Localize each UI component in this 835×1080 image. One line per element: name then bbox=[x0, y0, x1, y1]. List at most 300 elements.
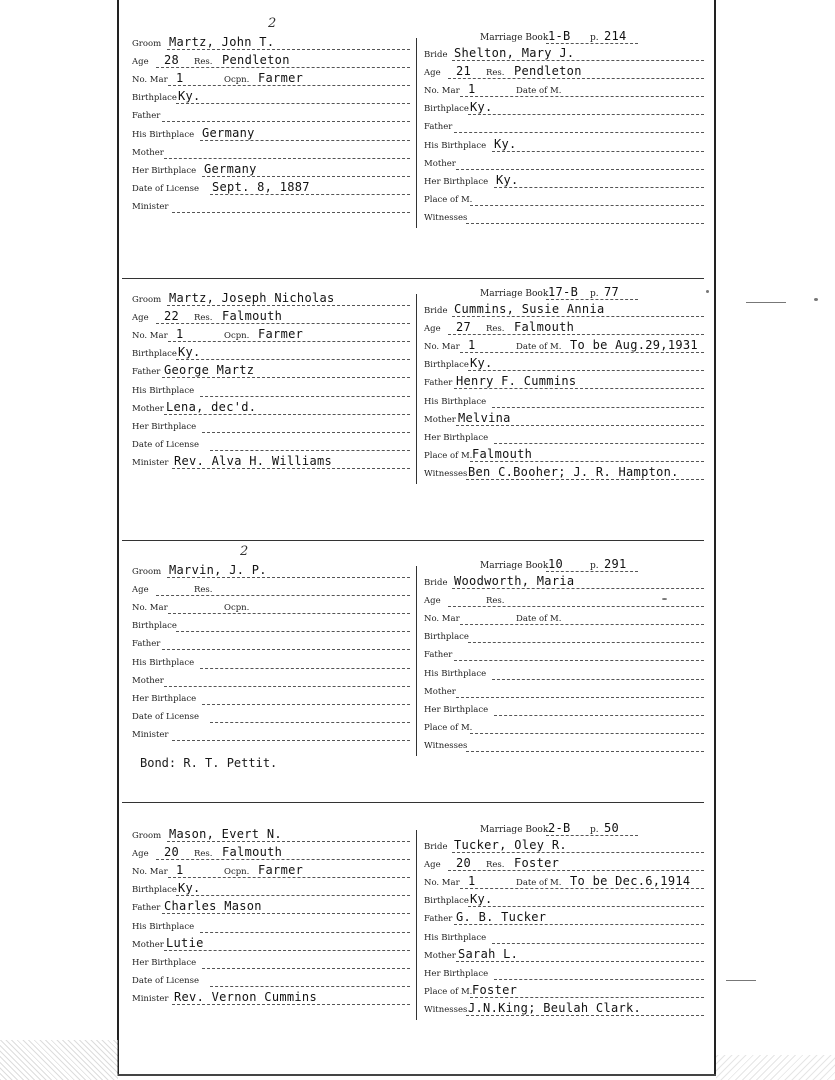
groom-date-of-license-value: Sept. 8, 1887 bbox=[212, 179, 310, 194]
groom-date-of-license-label: Date of License bbox=[132, 711, 200, 722]
field-line bbox=[468, 114, 704, 115]
groom-row bbox=[132, 882, 410, 898]
groom-birthplace-value: Ky. bbox=[178, 89, 201, 104]
groom-row bbox=[132, 828, 410, 844]
bride-row bbox=[424, 966, 704, 982]
bride-mother-value: Melvina bbox=[458, 410, 511, 425]
bride-row bbox=[424, 339, 704, 355]
groom-his-birthplace-label: His Birthplace bbox=[132, 385, 195, 396]
bride-no-mar-value: 1 bbox=[468, 338, 476, 353]
field-line bbox=[210, 194, 410, 195]
bond-note: Bond: R. T. Pettit. bbox=[140, 756, 278, 770]
field-line bbox=[468, 906, 704, 907]
field-line bbox=[210, 450, 410, 451]
marriage-book-label: Marriage Book bbox=[480, 825, 549, 835]
groom-his-birthplace-label: His Birthplace bbox=[132, 129, 195, 140]
column-divider bbox=[416, 38, 417, 228]
bride-no-mar-value: 1 bbox=[468, 82, 476, 97]
groom-her-birthplace-label: Her Birthplace bbox=[132, 957, 197, 968]
marriage-book-value: 1-B bbox=[548, 29, 571, 43]
field-line bbox=[492, 943, 704, 944]
field-line bbox=[210, 986, 410, 987]
bride-bride-label: Bride bbox=[424, 50, 448, 60]
field-line bbox=[492, 151, 704, 152]
groom-row bbox=[132, 846, 410, 862]
field-line bbox=[466, 223, 704, 224]
marriage-record bbox=[0, 286, 835, 526]
bride-place-of-m-label: Place of M. bbox=[424, 986, 473, 997]
bride-place-of-m-label: Place of M. bbox=[424, 450, 473, 461]
record-separator bbox=[122, 278, 704, 279]
groom-minister-label: Minister bbox=[132, 993, 169, 1004]
bride-birthplace-label: Birthplace bbox=[424, 104, 469, 115]
field-line bbox=[470, 733, 704, 734]
groom-res-value: Falmouth bbox=[222, 845, 283, 860]
bride-no-mar-label: No. Mar bbox=[424, 878, 460, 889]
bride-her-birthplace-label: Her Birthplace bbox=[424, 704, 489, 715]
groom-row bbox=[132, 864, 410, 880]
bride-witnesses-value: Ben C.Booher; J. R. Hampton. bbox=[468, 464, 679, 479]
groom-row bbox=[132, 383, 410, 399]
field-line bbox=[454, 132, 704, 133]
field-line bbox=[456, 961, 704, 962]
bride-row bbox=[424, 412, 704, 428]
groom-age-label: Age bbox=[132, 849, 149, 860]
bride-row bbox=[424, 210, 704, 226]
bride-her-birthplace-value: Ky. bbox=[496, 172, 519, 187]
bride-row bbox=[424, 83, 704, 99]
groom-ocpn-label: Ocpn. bbox=[224, 867, 250, 878]
bride-date-of-m-label: Date of M. bbox=[516, 614, 562, 625]
bride-res-label: Res. bbox=[486, 860, 505, 871]
field-line bbox=[164, 414, 410, 415]
groom-ocpn-value: Farmer bbox=[258, 327, 304, 342]
record-separator bbox=[122, 540, 704, 541]
bride-place-of-m-value: Foster bbox=[472, 982, 518, 997]
groom-father-label: Father bbox=[132, 367, 161, 378]
bride-row bbox=[424, 375, 704, 391]
marriage-book-row bbox=[480, 286, 640, 302]
groom-row bbox=[132, 199, 410, 215]
bride-row bbox=[424, 174, 704, 190]
field-line bbox=[176, 895, 410, 896]
groom-birthplace-label: Birthplace bbox=[132, 621, 177, 632]
field-line bbox=[468, 642, 704, 643]
bride-name-value: Tucker, Oley R. bbox=[454, 838, 567, 852]
marriage-book-value: 2-B bbox=[548, 821, 571, 835]
field-line bbox=[448, 334, 704, 335]
marriage-book-row bbox=[480, 30, 640, 46]
groom-row bbox=[132, 72, 410, 88]
field-line bbox=[494, 443, 704, 444]
field-line bbox=[202, 968, 410, 969]
groom-birthplace-label: Birthplace bbox=[132, 349, 177, 360]
groom-no-mar-value: 1 bbox=[176, 71, 184, 86]
groom-no-mar-label: No. Mar bbox=[132, 331, 168, 342]
field-line bbox=[202, 432, 410, 433]
groom-date-of-license-label: Date of License bbox=[132, 439, 200, 450]
groom-his-birthplace-value: Germany bbox=[202, 125, 255, 140]
bride-row bbox=[424, 357, 704, 373]
field-line bbox=[470, 461, 704, 462]
field-line bbox=[168, 85, 410, 86]
bride-row bbox=[424, 575, 704, 591]
bride-row bbox=[424, 702, 704, 718]
bride-res-value: Pendleton bbox=[514, 64, 582, 79]
groom-age-label: Age bbox=[132, 585, 149, 596]
field-line bbox=[167, 841, 410, 842]
groom-row bbox=[132, 401, 410, 417]
bride-row bbox=[424, 593, 704, 609]
groom-minister-value: Rev. Alva H. Williams bbox=[174, 453, 333, 468]
bride-birthplace-label: Birthplace bbox=[424, 632, 469, 643]
marriage-record bbox=[0, 16, 835, 270]
bride-age-value: 21 bbox=[456, 64, 472, 79]
bride-her-birthplace-label: Her Birthplace bbox=[424, 176, 489, 187]
groom-name-value: Martz, John T. bbox=[169, 35, 275, 49]
bride-no-mar-value: 1 bbox=[468, 874, 476, 889]
groom-groom-label: Groom bbox=[132, 295, 162, 305]
groom-groom-label: Groom bbox=[132, 567, 162, 577]
groom-row bbox=[132, 636, 410, 652]
bride-row bbox=[424, 738, 704, 754]
groom-mother-value: Lutie bbox=[166, 935, 204, 950]
bride-date-of-m-value: To be Aug.29,1931 bbox=[570, 338, 698, 353]
bride-witnesses-label: Witnesses bbox=[424, 740, 468, 751]
page-label: p. bbox=[590, 561, 599, 571]
groom-father-label: Father bbox=[132, 639, 161, 650]
field-line bbox=[167, 577, 410, 578]
page-value: 50 bbox=[604, 821, 620, 835]
bride-her-birthplace-label: Her Birthplace bbox=[424, 968, 489, 979]
groom-row bbox=[132, 127, 410, 143]
field-line bbox=[172, 212, 410, 213]
bride-res-label: Res. bbox=[486, 68, 505, 79]
column-divider bbox=[416, 294, 417, 484]
field-line bbox=[470, 205, 704, 206]
bride-row bbox=[424, 101, 704, 117]
groom-name-value: Marvin, J. P. bbox=[169, 563, 267, 577]
groom-row bbox=[132, 328, 410, 344]
groom-ocpn-label: Ocpn. bbox=[224, 603, 250, 614]
bride-father-value: G. B. Tucker bbox=[456, 910, 547, 925]
field-line bbox=[494, 979, 704, 980]
groom-ocpn-label: Ocpn. bbox=[224, 331, 250, 342]
bride-mother-label: Mother bbox=[424, 686, 456, 697]
field-line bbox=[460, 96, 704, 97]
groom-mother-value: Lena, dec'd. bbox=[166, 399, 257, 414]
bride-no-mar-label: No. Mar bbox=[424, 614, 460, 625]
field-line bbox=[452, 60, 704, 61]
field-line bbox=[156, 595, 410, 596]
groom-row bbox=[132, 973, 410, 989]
bride-row bbox=[424, 430, 704, 446]
groom-birthplace-label: Birthplace bbox=[132, 93, 177, 104]
bride-witnesses-label: Witnesses bbox=[424, 468, 468, 479]
field-line bbox=[492, 407, 704, 408]
groom-mother-label: Mother bbox=[132, 675, 164, 686]
marriage-record bbox=[0, 822, 835, 1062]
groom-age-value: 28 bbox=[164, 53, 180, 68]
page-value: 214 bbox=[604, 29, 627, 43]
field-line bbox=[200, 668, 410, 669]
bride-row bbox=[424, 119, 704, 135]
field-line bbox=[448, 78, 704, 79]
groom-row bbox=[132, 90, 410, 106]
marriage-book-value: 17-B bbox=[548, 285, 579, 299]
field-line bbox=[167, 49, 410, 50]
bride-date-of-m-label: Date of M. bbox=[516, 86, 562, 97]
bride-father-label: Father bbox=[424, 650, 453, 661]
bride-place-of-m-label: Place of M. bbox=[424, 194, 473, 205]
bride-date-of-m-label: Date of M. bbox=[516, 342, 562, 353]
field-line bbox=[466, 1015, 704, 1016]
bride-row bbox=[424, 448, 704, 464]
groom-mother-label: Mother bbox=[132, 939, 164, 950]
groom-row bbox=[132, 564, 410, 580]
marriage-record bbox=[0, 544, 835, 798]
field-line bbox=[460, 888, 704, 889]
groom-date-of-license-label: Date of License bbox=[132, 975, 200, 986]
groom-minister-value: Rev. Vernon Cummins bbox=[174, 989, 317, 1004]
field-line bbox=[456, 425, 704, 426]
bride-place-of-m-label: Place of M. bbox=[424, 722, 473, 733]
groom-row bbox=[132, 455, 410, 471]
bride-birthplace-label: Birthplace bbox=[424, 360, 469, 371]
groom-res-label: Res. bbox=[194, 585, 213, 596]
groom-father-label: Father bbox=[132, 903, 161, 914]
field-line bbox=[162, 121, 410, 122]
groom-row bbox=[132, 181, 410, 197]
marriage-book-label: Marriage Book bbox=[480, 561, 549, 571]
field-line bbox=[167, 305, 410, 306]
groom-groom-label: Groom bbox=[132, 831, 162, 841]
bride-date-of-m-label: Date of M. bbox=[516, 878, 562, 889]
field-line bbox=[176, 103, 410, 104]
field-line bbox=[202, 176, 410, 177]
groom-age-value: 20 bbox=[164, 845, 180, 860]
bride-mother-label: Mother bbox=[424, 414, 456, 425]
groom-birthplace-value: Ky. bbox=[178, 345, 201, 360]
groom-row bbox=[132, 937, 410, 953]
bride-bride-label: Bride bbox=[424, 842, 448, 852]
field-line bbox=[470, 997, 704, 998]
groom-row bbox=[132, 618, 410, 634]
bottom-border bbox=[117, 1074, 716, 1076]
bride-bride-label: Bride bbox=[424, 578, 448, 588]
bride-his-birthplace-label: His Birthplace bbox=[424, 668, 487, 679]
bride-mother-label: Mother bbox=[424, 950, 456, 961]
groom-row bbox=[132, 145, 410, 161]
groom-row bbox=[132, 54, 410, 70]
groom-his-birthplace-label: His Birthplace bbox=[132, 921, 195, 932]
marriage-book-label: Marriage Book bbox=[480, 33, 549, 43]
groom-her-birthplace-label: Her Birthplace bbox=[132, 165, 197, 176]
groom-birthplace-value: Ky. bbox=[178, 881, 201, 896]
groom-row bbox=[132, 955, 410, 971]
field-line bbox=[546, 299, 638, 300]
bride-birthplace-value: Ky. bbox=[470, 892, 493, 907]
bride-age-label: Age bbox=[424, 860, 441, 871]
bride-row bbox=[424, 629, 704, 645]
groom-res-label: Res. bbox=[194, 313, 213, 324]
groom-groom-label: Groom bbox=[132, 39, 162, 49]
column-divider bbox=[416, 830, 417, 1020]
field-line bbox=[172, 740, 410, 741]
bride-row bbox=[424, 466, 704, 482]
marriage-book-row bbox=[480, 822, 640, 838]
bride-father-label: Father bbox=[424, 914, 453, 925]
field-line bbox=[162, 649, 410, 650]
groom-no-mar-value: 1 bbox=[176, 327, 184, 342]
field-line bbox=[454, 388, 704, 389]
groom-ocpn-label: Ocpn. bbox=[224, 75, 250, 86]
bride-father-value: Henry F. Cummins bbox=[456, 374, 577, 389]
groom-minister-label: Minister bbox=[132, 457, 169, 468]
field-line bbox=[200, 932, 410, 933]
field-line bbox=[172, 468, 410, 469]
groom-minister-label: Minister bbox=[132, 729, 169, 740]
bride-age-label: Age bbox=[424, 596, 441, 607]
field-line bbox=[546, 571, 638, 572]
bride-age-label: Age bbox=[424, 324, 441, 335]
handwritten-annotation: 2 bbox=[240, 544, 249, 559]
groom-row bbox=[132, 991, 410, 1007]
field-line bbox=[454, 660, 704, 661]
groom-row bbox=[132, 310, 410, 326]
field-line bbox=[494, 715, 704, 716]
bride-his-birthplace-label: His Birthplace bbox=[424, 396, 487, 407]
groom-row bbox=[132, 36, 410, 52]
bride-name-value: Woodworth, Maria bbox=[454, 574, 575, 588]
bride-row bbox=[424, 192, 704, 208]
bride-row bbox=[424, 138, 704, 154]
bride-age-value: 20 bbox=[456, 856, 472, 871]
groom-her-birthplace-label: Her Birthplace bbox=[132, 693, 197, 704]
groom-age-label: Age bbox=[132, 313, 149, 324]
marriage-book-value: 10 bbox=[548, 557, 564, 571]
bride-his-birthplace-value: Ky. bbox=[494, 136, 517, 151]
field-line bbox=[452, 316, 704, 317]
bride-row bbox=[424, 1002, 704, 1018]
groom-row bbox=[132, 919, 410, 935]
bride-date-of-m-value: To be Dec.6,1914 bbox=[570, 874, 691, 889]
field-line bbox=[164, 686, 410, 687]
bride-name-value: Shelton, Mary J. bbox=[454, 46, 575, 60]
groom-father-label: Father bbox=[132, 111, 161, 122]
field-line bbox=[546, 835, 638, 836]
bride-mother-value: Sarah L. bbox=[458, 946, 519, 961]
bride-his-birthplace-label: His Birthplace bbox=[424, 140, 487, 151]
bride-row bbox=[424, 893, 704, 909]
bride-row bbox=[424, 666, 704, 682]
groom-row bbox=[132, 419, 410, 435]
field-line bbox=[164, 950, 410, 951]
bride-birthplace-label: Birthplace bbox=[424, 896, 469, 907]
field-line bbox=[172, 1004, 410, 1005]
groom-row bbox=[132, 691, 410, 707]
bride-place-of-m-value: Falmouth bbox=[472, 446, 533, 461]
bride-row bbox=[424, 875, 704, 891]
bride-row bbox=[424, 47, 704, 63]
bride-father-label: Father bbox=[424, 122, 453, 133]
field-line bbox=[468, 370, 704, 371]
groom-mother-label: Mother bbox=[132, 147, 164, 158]
bride-age-label: Age bbox=[424, 68, 441, 79]
field-line bbox=[460, 352, 704, 353]
groom-row bbox=[132, 727, 410, 743]
bride-row bbox=[424, 930, 704, 946]
groom-res-label: Res. bbox=[194, 57, 213, 68]
bride-witnesses-label: Witnesses bbox=[424, 1004, 468, 1015]
groom-res-label: Res. bbox=[194, 849, 213, 860]
bride-father-label: Father bbox=[424, 378, 453, 389]
bride-her-birthplace-label: Her Birthplace bbox=[424, 432, 489, 443]
groom-name-value: Martz, Joseph Nicholas bbox=[169, 291, 335, 305]
bride-row bbox=[424, 611, 704, 627]
field-line bbox=[162, 913, 410, 914]
handwritten-annotation: 2 bbox=[268, 16, 277, 31]
bride-row bbox=[424, 647, 704, 663]
groom-no-mar-value: 1 bbox=[176, 863, 184, 878]
groom-row bbox=[132, 673, 410, 689]
groom-birthplace-label: Birthplace bbox=[132, 885, 177, 896]
record-separator bbox=[122, 802, 704, 803]
bride-res-value: Foster bbox=[514, 856, 560, 871]
groom-age-label: Age bbox=[132, 57, 149, 68]
bride-row bbox=[424, 394, 704, 410]
column-divider bbox=[416, 566, 417, 756]
field-line bbox=[200, 140, 410, 141]
groom-no-mar-label: No. Mar bbox=[132, 867, 168, 878]
field-line bbox=[546, 43, 638, 44]
groom-her-birthplace-label: Her Birthplace bbox=[132, 421, 197, 432]
page-value: 291 bbox=[604, 557, 627, 571]
field-line bbox=[452, 588, 704, 589]
groom-name-value: Mason, Evert N. bbox=[169, 827, 282, 841]
bride-bride-label: Bride bbox=[424, 306, 448, 316]
bride-row bbox=[424, 684, 704, 700]
groom-her-birthplace-value: Germany bbox=[204, 161, 257, 176]
field-line bbox=[448, 870, 704, 871]
field-line bbox=[202, 704, 410, 705]
bride-row bbox=[424, 911, 704, 927]
groom-no-mar-label: No. Mar bbox=[132, 75, 168, 86]
groom-row bbox=[132, 346, 410, 362]
groom-row bbox=[132, 364, 410, 380]
page-label: p. bbox=[590, 289, 599, 299]
groom-row bbox=[132, 437, 410, 453]
bride-no-mar-label: No. Mar bbox=[424, 342, 460, 353]
page-value: 77 bbox=[604, 285, 620, 299]
bride-mother-label: Mother bbox=[424, 158, 456, 169]
field-line bbox=[466, 751, 704, 752]
groom-row bbox=[132, 709, 410, 725]
bride-no-mar-label: No. Mar bbox=[424, 86, 460, 97]
bride-row bbox=[424, 948, 704, 964]
field-line bbox=[454, 924, 704, 925]
groom-date-of-license-label: Date of License bbox=[132, 183, 200, 194]
field-line bbox=[162, 377, 410, 378]
field-line bbox=[176, 631, 410, 632]
bride-row bbox=[424, 857, 704, 873]
page-label: p. bbox=[590, 825, 599, 835]
bride-row bbox=[424, 321, 704, 337]
groom-row bbox=[132, 582, 410, 598]
bride-row bbox=[424, 65, 704, 81]
groom-row bbox=[132, 900, 410, 916]
field-line bbox=[494, 187, 704, 188]
